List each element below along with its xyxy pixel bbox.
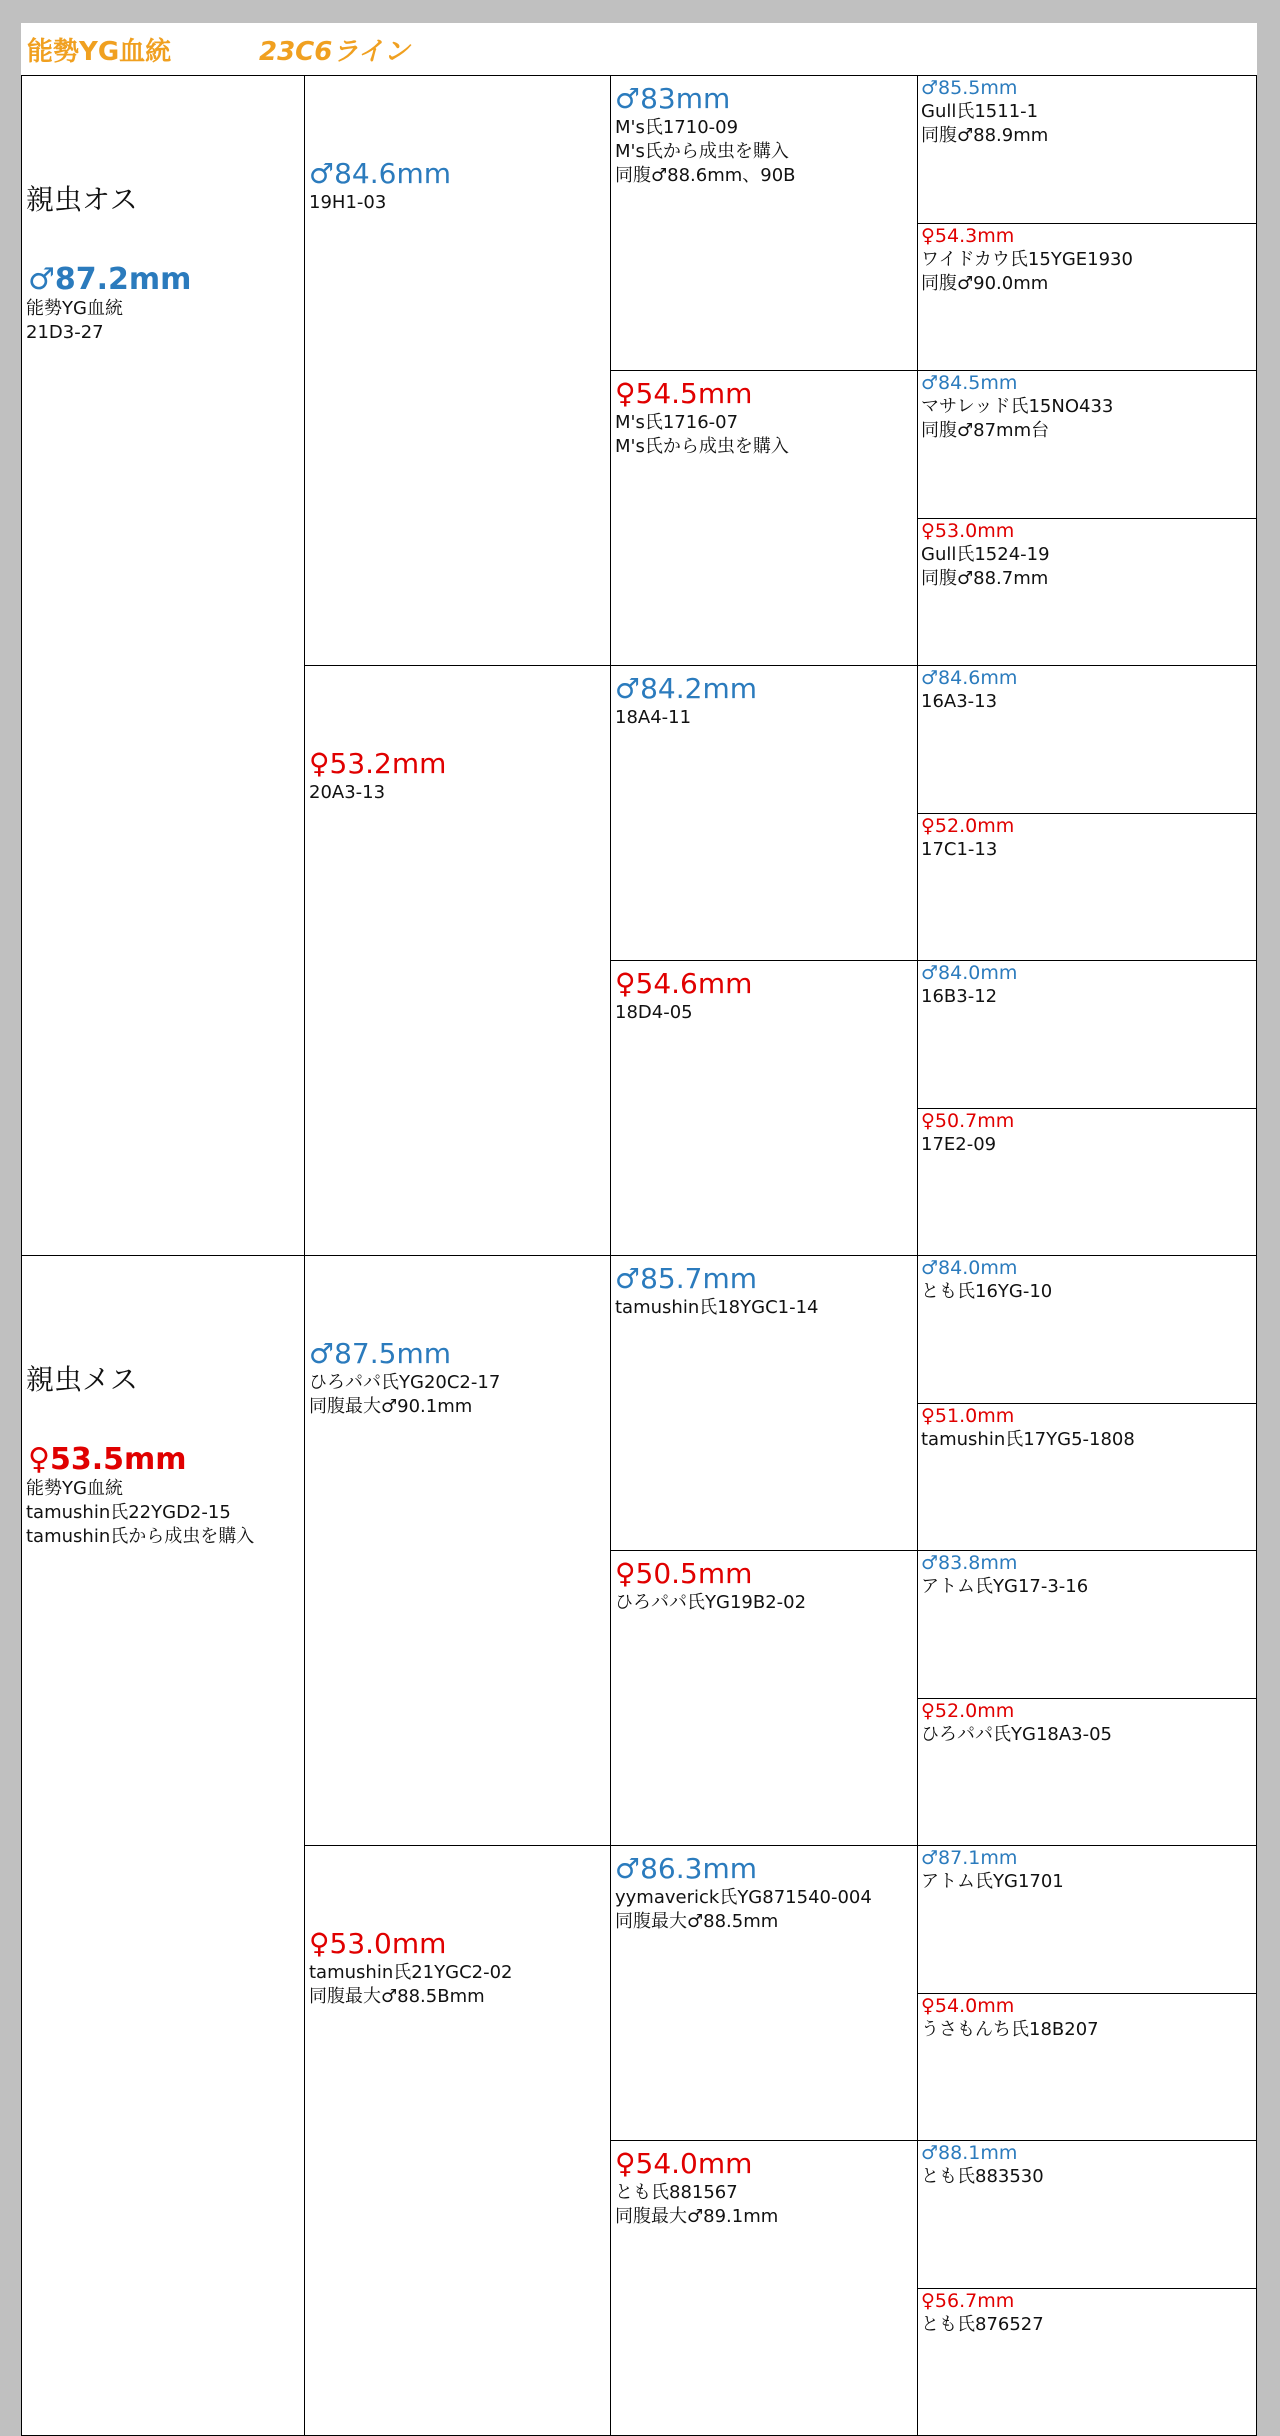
title-bar bbox=[21, 23, 1257, 75]
detail-line: 同腹♂88.6mm、90B bbox=[611, 164, 917, 188]
pedigree-cell bbox=[917, 370, 1257, 519]
pedigree-cell bbox=[610, 370, 918, 666]
size-value: ♀53.2mm bbox=[305, 747, 610, 781]
detail-line: 同腹最大♂89.1mm bbox=[611, 2205, 917, 2229]
parent-heading: 親虫オス bbox=[22, 178, 304, 218]
pedigree-cell bbox=[917, 75, 1257, 224]
size-value: ♂87.5mm bbox=[305, 1337, 610, 1371]
detail-line: tamushin氏18YGC1-14 bbox=[611, 1296, 917, 1320]
pedigree-cell bbox=[610, 2140, 918, 2436]
pedigree-cell bbox=[917, 1255, 1257, 1404]
size-value: ♀50.5mm bbox=[611, 1557, 917, 1591]
detail-line: ひろパパ氏YG20C2-17 bbox=[305, 1371, 610, 1395]
pedigree-cell bbox=[917, 1845, 1257, 1994]
detail-line: ワイドカウ氏15YGE1930 bbox=[918, 248, 1256, 272]
size-value: ♂84.6mm bbox=[305, 157, 610, 191]
size-value: ♀56.7mm bbox=[918, 2289, 1256, 2313]
pedigree-cell bbox=[917, 223, 1257, 372]
detail-line: 同腹♂88.9mm bbox=[918, 124, 1256, 148]
detail-line: 同腹最大♂90.1mm bbox=[305, 1395, 610, 1419]
detail-line: アトム氏YG1701 bbox=[918, 1870, 1256, 1894]
detail-line: 能勢YG血統 bbox=[22, 297, 304, 321]
size-value: ♀50.7mm bbox=[918, 1109, 1256, 1133]
pedigree-cell bbox=[610, 1845, 918, 2141]
size-value: ♂84.6mm bbox=[918, 666, 1256, 690]
pedigree-cell bbox=[610, 1550, 918, 1846]
detail-line: アトム氏YG17-3-16 bbox=[918, 1575, 1256, 1599]
pedigree-cell bbox=[610, 75, 918, 371]
size-value: ♂83mm bbox=[611, 82, 917, 116]
size-value: ♀54.6mm bbox=[611, 967, 917, 1001]
pedigree-cell bbox=[304, 1255, 611, 1846]
detail-line: 同腹♂90.0mm bbox=[918, 272, 1256, 296]
detail-line: 17C1-13 bbox=[918, 838, 1256, 862]
pedigree-cell bbox=[917, 2140, 1257, 2289]
detail-line: 同腹最大♂88.5mm bbox=[611, 1910, 917, 1934]
detail-line: とも氏876527 bbox=[918, 2313, 1256, 2337]
detail-line: 18A4-11 bbox=[611, 706, 917, 730]
size-value: ♀54.3mm bbox=[918, 224, 1256, 248]
detail-line: 能勢YG血統 bbox=[22, 1477, 304, 1501]
size-value: ♂87.2mm bbox=[22, 262, 304, 297]
detail-line: とも氏881567 bbox=[611, 2181, 917, 2205]
line-name: 23C6ライン bbox=[259, 31, 410, 68]
pedigree-cell bbox=[304, 1845, 611, 2436]
size-value: ♂83.8mm bbox=[918, 1551, 1256, 1575]
size-value: ♂84.2mm bbox=[611, 672, 917, 706]
size-value: ♀53.0mm bbox=[918, 519, 1256, 543]
detail-line: Gull氏1511-1 bbox=[918, 100, 1256, 124]
detail-line: 同腹♂88.7mm bbox=[918, 567, 1256, 591]
detail-line: M's氏1710-09 bbox=[611, 116, 917, 140]
pedigree-cell bbox=[917, 1550, 1257, 1699]
pedigree-cell bbox=[21, 75, 305, 1256]
pedigree-cell bbox=[917, 518, 1257, 667]
size-value: ♀54.0mm bbox=[611, 2147, 917, 2181]
size-value: ♂84.0mm bbox=[918, 961, 1256, 985]
pedigree-cell bbox=[917, 665, 1257, 814]
size-value: ♂85.7mm bbox=[611, 1262, 917, 1296]
pedigree-cell bbox=[304, 75, 611, 666]
size-value: ♂85.5mm bbox=[918, 76, 1256, 100]
detail-line: tamushin氏21YGC2-02 bbox=[305, 1961, 610, 1985]
pedigree-cell bbox=[917, 2288, 1257, 2436]
size-value: ♀54.0mm bbox=[918, 1994, 1256, 2018]
pedigree-cell bbox=[917, 813, 1257, 962]
size-value: ♂87.1mm bbox=[918, 1846, 1256, 1870]
pedigree-cell bbox=[917, 1698, 1257, 1847]
pedigree-cell bbox=[917, 1108, 1257, 1257]
detail-line: ひろパパ氏YG18A3-05 bbox=[918, 1723, 1256, 1747]
detail-line: 同腹♂87mm台 bbox=[918, 419, 1256, 443]
detail-line: うさもんち氏18B207 bbox=[918, 2018, 1256, 2042]
detail-line: 20A3-13 bbox=[305, 781, 610, 805]
pedigree-cell bbox=[917, 960, 1257, 1109]
size-value: ♀53.0mm bbox=[305, 1927, 610, 1961]
parent-heading: 親虫メス bbox=[22, 1358, 304, 1398]
pedigree-sheet bbox=[21, 23, 1257, 1255]
detail-line: 16A3-13 bbox=[918, 690, 1256, 714]
detail-line: Gull氏1524-19 bbox=[918, 543, 1256, 567]
detail-line: 同腹最大♂88.5Bmm bbox=[305, 1985, 610, 2009]
pedigree-cell bbox=[917, 1403, 1257, 1552]
detail-line: マサレッド氏15NO433 bbox=[918, 395, 1256, 419]
detail-line: とも氏16YG-10 bbox=[918, 1280, 1256, 1304]
size-value: ♀52.0mm bbox=[918, 814, 1256, 838]
detail-line: M's氏1716-07 bbox=[611, 411, 917, 435]
pedigree-cell bbox=[610, 665, 918, 961]
detail-line: yymaverick氏YG871540-004 bbox=[611, 1886, 917, 1910]
size-value: ♀53.5mm bbox=[22, 1442, 304, 1477]
page-title: 能勢YG血統 bbox=[27, 31, 171, 68]
size-value: ♂84.5mm bbox=[918, 371, 1256, 395]
detail-line: 19H1-03 bbox=[305, 191, 610, 215]
size-value: ♀52.0mm bbox=[918, 1699, 1256, 1723]
detail-line: tamushin氏22YGD2-15 bbox=[22, 1501, 304, 1525]
pedigree-cell bbox=[21, 1255, 305, 2436]
pedigree-cell bbox=[610, 1255, 918, 1551]
size-value: ♂86.3mm bbox=[611, 1852, 917, 1886]
size-value: ♀51.0mm bbox=[918, 1404, 1256, 1428]
pedigree-cell bbox=[304, 665, 611, 1256]
detail-line: tamushin氏から成虫を購入 bbox=[22, 1525, 304, 1549]
size-value: ♂84.0mm bbox=[918, 1256, 1256, 1280]
detail-line: tamushin氏17YG5-1808 bbox=[918, 1428, 1256, 1452]
detail-line: ひろパパ氏YG19B2-02 bbox=[611, 1591, 917, 1615]
detail-line: M's氏から成虫を購入 bbox=[611, 140, 917, 164]
pedigree-cell bbox=[610, 960, 918, 1256]
detail-line: 17E2-09 bbox=[918, 1133, 1256, 1157]
detail-line: 18D4-05 bbox=[611, 1001, 917, 1025]
detail-line: 21D3-27 bbox=[22, 321, 304, 345]
detail-line: 16B3-12 bbox=[918, 985, 1256, 1009]
detail-line: とも氏883530 bbox=[918, 2165, 1256, 2189]
detail-line: M's氏から成虫を購入 bbox=[611, 435, 917, 459]
size-value: ♂88.1mm bbox=[918, 2141, 1256, 2165]
pedigree-cell bbox=[917, 1993, 1257, 2142]
size-value: ♀54.5mm bbox=[611, 377, 917, 411]
